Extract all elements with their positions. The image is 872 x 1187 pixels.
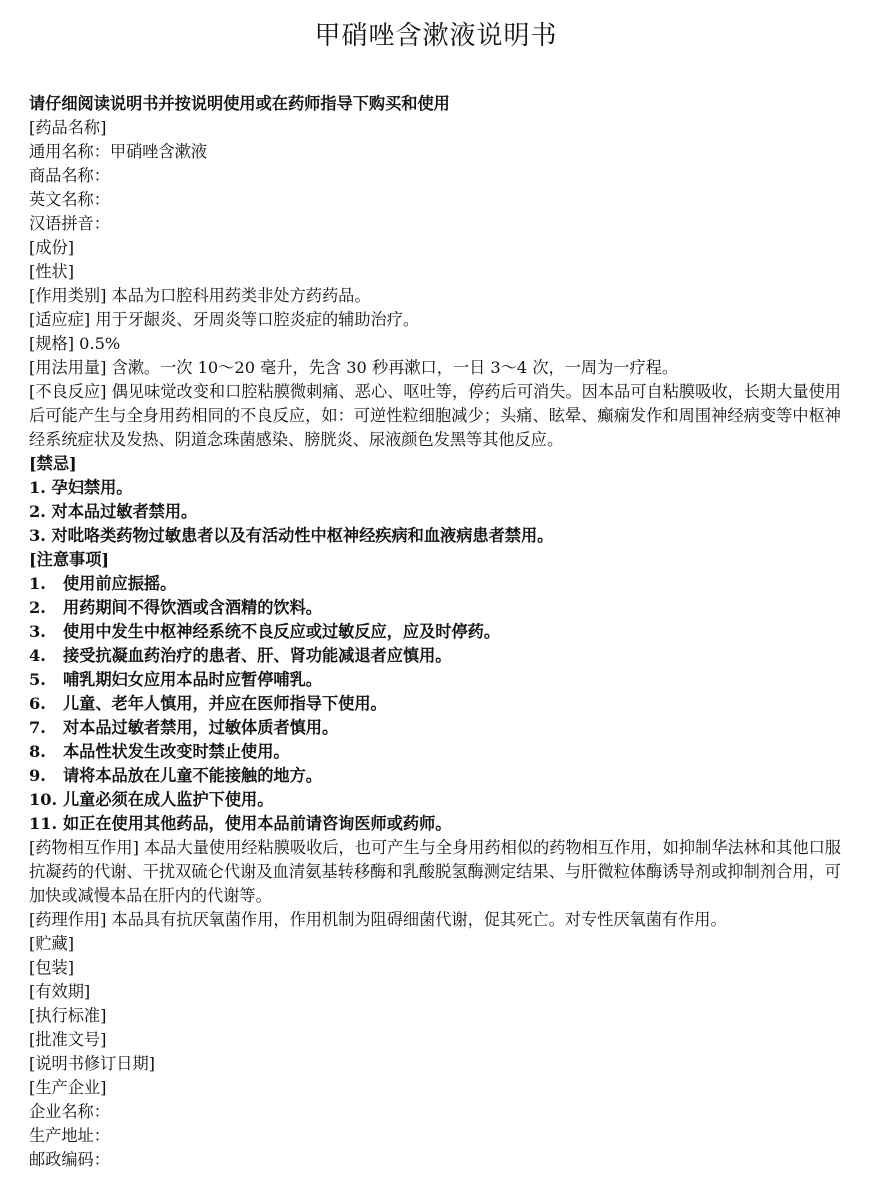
item-number: 2. — [29, 598, 46, 617]
contraindications-header: [禁忌] — [29, 454, 77, 473]
item-number: 4. — [29, 646, 46, 665]
precaution-item — [29, 812, 841, 836]
production-address: 生产地址： — [29, 1126, 110, 1145]
validity-header: [有效期] — [29, 982, 91, 1001]
precaution-item — [29, 620, 841, 644]
manufacturer-header: [生产企业] — [29, 1078, 107, 1097]
drug-name-header: [药品名称] — [29, 118, 107, 137]
item-text: 请将本品放在儿童不能接触的地方。 — [63, 766, 322, 785]
item-text: 儿童必须在成人监护下使用。 — [63, 790, 274, 809]
indications-section: [适应症] 用于牙龈炎、牙周炎等口腔炎症的辅助治疗。 — [29, 310, 420, 329]
item-number: 5. — [29, 670, 46, 689]
item-text: 如正在使用其他药品，使用本品前请咨询医师或药师。 — [63, 814, 452, 833]
document-body — [29, 92, 841, 1172]
approval-header: [批准文号] — [29, 1030, 107, 1049]
precaution-item — [29, 668, 841, 692]
precaution-item — [29, 764, 841, 788]
item-text: 对本品过敏者禁用，过敏体质者慎用。 — [63, 718, 339, 737]
pinyin-name: 汉语拼音： — [29, 214, 110, 233]
item-text: 使用前应振摇。 — [63, 574, 177, 593]
trade-name: 商品名称： — [29, 166, 110, 185]
item-text: 儿童、老年人慎用，并应在医师指导下使用。 — [63, 694, 387, 713]
postal-code: 邮政编码： — [29, 1150, 110, 1169]
precaution-item — [29, 572, 841, 596]
package-header: [包装] — [29, 958, 75, 977]
standard-header: [执行标准] — [29, 1006, 107, 1025]
item-text: 对吡咯类药物过敏患者以及有活动性中枢神经疾病和血液病患者禁用。 — [51, 526, 554, 545]
item-text: 对本品过敏者禁用。 — [51, 502, 198, 521]
specification-section: [规格] 0.5% — [29, 334, 121, 353]
item-number: 9. — [29, 766, 46, 785]
item-text: 使用中发生中枢神经系统不良反应或过敏反应，应及时停药。 — [63, 622, 501, 641]
revision-date-header: [说明书修订日期] — [29, 1054, 155, 1073]
adverse-reactions-section: [不良反应] 偶见味觉改变和口腔粘膜微刺痛、恶心、呕吐等，停药后可消失。因本品可自粘膜吸收，长期大量使用后可能产生与全身用药相同的不良反应，如：可逆性粒细胞减少；头痛、眩晕、癫痫发作和周围神经病变等中枢神经系统症状及发热、阴道念珠菌感染、膀胱炎、尿液颜色发黑等其他反应。 — [29, 382, 841, 449]
item-number: 1. — [29, 478, 46, 497]
company-name: 企业名称： — [29, 1102, 110, 1121]
precaution-item — [29, 644, 841, 668]
dosage-section: [用法用量] 含漱。一次 10～20 毫升，先含 30 秒再漱口，一日 3～4 次，一周为一疗程。 — [29, 358, 679, 377]
item-text: 用药期间不得饮酒或含酒精的饮料。 — [63, 598, 322, 617]
item-number: 2. — [29, 502, 46, 521]
item-number: 3. — [29, 526, 46, 545]
item-text: 孕妇禁用。 — [51, 478, 133, 497]
item-number: 11. — [29, 814, 58, 833]
contraindication-item — [29, 524, 841, 548]
storage-header: [贮藏] — [29, 934, 75, 953]
category-section: [作用类别] 本品为口腔科用药类非处方药药品。 — [29, 286, 371, 305]
item-text: 哺乳期妇女应用本品时应暂停哺乳。 — [63, 670, 322, 689]
item-number: 8. — [29, 742, 46, 761]
item-number: 7. — [29, 718, 46, 737]
document-title: 甲硝唑含漱液说明书 — [314, 21, 558, 51]
english-name: 英文名称： — [29, 190, 110, 209]
precaution-item — [29, 596, 841, 620]
generic-name: 通用名称：甲硝唑含漱液 — [29, 142, 208, 161]
item-number: 1. — [29, 574, 46, 593]
precaution-item — [29, 788, 841, 812]
contraindication-item — [29, 476, 841, 500]
precautions-header: [注意事项] — [29, 550, 110, 569]
precaution-item — [29, 740, 841, 764]
item-number: 6. — [29, 694, 46, 713]
contraindication-item — [29, 500, 841, 524]
interactions-section: [药物相互作用] 本品大量使用经粘膜吸收后，也可产生与全身用药相似的药物相互作用，如抑制华法林和其他口服抗凝药的代谢、干扰双硫仑代谢及血清氨基转移酶和乳酸脱氢酶测定结果、与肝微粒体酶诱导剂或抑制剂合用，可加快或减慢本品在肝内的代谢等。 — [29, 838, 841, 905]
ingredients-header: [成份] — [29, 238, 75, 257]
item-number: 10. — [29, 790, 58, 809]
usage-notice: 请仔细阅读说明书并按说明使用或在药师指导下购买和使用 — [29, 94, 450, 113]
precaution-item — [29, 716, 841, 740]
item-number: 3. — [29, 622, 46, 641]
appearance-header: [性状] — [29, 262, 75, 281]
item-text: 接受抗凝血药治疗的患者、肝、肾功能减退者应慎用。 — [63, 646, 452, 665]
pharmacology-section: [药理作用] 本品具有抗厌氧菌作用，作用机制为阻碍细菌代谢，促其死亡。对专性厌氧菌有作用。 — [29, 910, 727, 929]
precaution-item — [29, 692, 841, 716]
item-text: 本品性状发生改变时禁止使用。 — [63, 742, 290, 761]
